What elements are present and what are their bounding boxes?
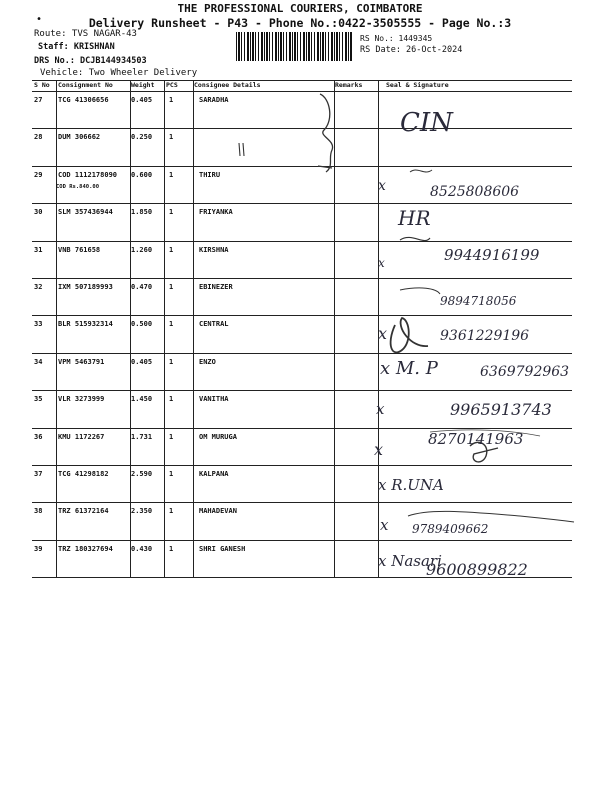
row-consignment: VNB 761658 <box>58 245 101 254</box>
row-consignee: SHRI GANESH <box>199 544 246 553</box>
handwritten-phone: 9600899822 <box>426 560 528 579</box>
row-pcs: 1 <box>169 395 174 404</box>
handwritten-signature: CIN <box>400 108 453 138</box>
row-consignee: MAHADEVAN <box>199 507 237 516</box>
row-consignment: VLR 3273999 <box>58 395 105 404</box>
row-consignee: THIRU <box>199 170 221 179</box>
row-pcs: 1 <box>169 245 174 254</box>
row-consignee: VANITHA <box>199 395 229 404</box>
row-pcs: 1 <box>169 208 174 217</box>
row-weight: 0.405 <box>131 96 153 104</box>
row-weight: 0.500 <box>131 320 153 329</box>
row-consignee: ENZO <box>199 357 216 366</box>
handwritten-phone: 9361229196 <box>440 328 530 344</box>
row-weight: 0.250 <box>131 133 153 142</box>
row-sno: 36 <box>34 432 43 441</box>
row-pcs: 1 <box>169 470 174 478</box>
row-pcs: 1 <box>169 170 174 179</box>
row-weight: 1.731 <box>131 432 153 441</box>
row-weight: 2.350 <box>131 507 153 516</box>
row-pcs: 1 <box>169 283 174 291</box>
handwritten-phone: 9965913743 <box>450 400 552 419</box>
row-consignee: EBINEZER <box>199 283 233 291</box>
row-consignee: SARADHA <box>199 96 229 104</box>
row-sno: 28 <box>34 133 43 142</box>
runsheet-subtitle: Delivery Runsheet - P43 - Phone No.:0422-3505555 - Page No.:3 <box>88 16 512 30</box>
handwritten-phone: 9944916199 <box>444 246 540 264</box>
rs-number: RS No.: 1449345 <box>360 34 433 43</box>
handwritten-phone: 9894718056 <box>440 294 517 308</box>
row-sno: 33 <box>34 320 43 329</box>
header-consignment: Consignment No <box>58 81 113 89</box>
row-consignment: BLR 515932314 <box>58 320 113 329</box>
handwritten-phone: 6369792963 <box>480 364 570 380</box>
row-sno: 34 <box>34 357 43 366</box>
handwritten-signature: x <box>378 256 385 270</box>
row-consignment: SLM 357436944 <box>58 208 113 217</box>
handwritten-signature: x <box>380 516 389 534</box>
row-sno: 32 <box>34 283 43 291</box>
row-weight: 0.600 <box>131 170 153 179</box>
row-consignee: KALPANA <box>199 470 229 478</box>
vehicle-label: Vehicle: Two Wheeler Delivery <box>40 68 198 78</box>
header-weight: Weight <box>131 81 155 89</box>
row-cod-amount: COD Rs.840.00 <box>56 183 100 190</box>
row-sno: 38 <box>34 507 43 516</box>
row-pcs: 1 <box>169 133 174 142</box>
row-consignee: CENTRAL <box>199 320 229 329</box>
drs-number: DRS No.: DCJB144934503 <box>34 56 147 66</box>
row-sno: 37 <box>34 470 43 478</box>
handwritten-signature: x <box>374 440 384 459</box>
handwritten-signature: HR <box>398 206 431 230</box>
row-weight: 2.590 <box>131 470 153 478</box>
handwritten-signature: x Nasari <box>378 552 442 570</box>
header-pcs: PCS <box>166 81 178 89</box>
row-weight: 1.850 <box>131 208 153 217</box>
handwritten-signature: x M. P <box>380 358 438 379</box>
row-weight: 1.450 <box>131 395 153 404</box>
row-consignment: KMU 1172267 <box>58 432 105 441</box>
row-consignee: FRIYANKA <box>199 208 233 217</box>
header-sno: S No <box>34 81 50 89</box>
row-weight: 0.430 <box>131 544 153 553</box>
row-consignment: VPM 5463791 <box>58 357 105 366</box>
row-consignment: TCG 41306656 <box>58 96 109 104</box>
row-consignee: OM MURUGA <box>199 432 237 441</box>
handwritten-phone: 8525808606 <box>430 184 520 200</box>
staff-label: Staff: KRISHNAN <box>38 42 115 52</box>
handwritten-phone: 8270141963 <box>428 430 524 448</box>
row-pcs: 1 <box>169 357 174 366</box>
row-consignee: KIRSHNA <box>199 245 229 254</box>
company-title: THE PROFESSIONAL COURIERS, COIMBATORE <box>177 2 423 15</box>
header-signature: Seal & Signature <box>386 81 449 89</box>
header-remarks: Remarks <box>335 81 363 89</box>
handwritten-signature: x <box>378 178 386 194</box>
row-consignment: COD 1112178090 <box>58 170 118 179</box>
handwritten-signature: x R.UNA <box>378 476 444 494</box>
row-consignment: DUM 306662 <box>58 133 101 142</box>
row-sno: 35 <box>34 395 43 404</box>
header-consignee: Consignee Details <box>194 81 261 89</box>
row-sno: 30 <box>34 208 43 217</box>
handwritten-signature: x <box>378 324 388 343</box>
row-pcs: 1 <box>169 544 174 553</box>
row-pcs: 1 <box>169 96 174 104</box>
corner-mark: • <box>36 14 43 25</box>
row-sno: 31 <box>34 245 43 254</box>
row-sno: 27 <box>34 96 43 104</box>
row-consignment: TCG 41298182 <box>58 470 109 478</box>
row-pcs: 1 <box>169 320 174 329</box>
handwritten-signature: x <box>376 400 385 418</box>
rs-date: RS Date: 26-Oct-2024 <box>360 45 463 55</box>
row-sno: 29 <box>34 170 43 179</box>
handwritten-phone: 9789409662 <box>412 522 489 536</box>
row-consignment: TRZ 61372164 <box>58 507 109 516</box>
row-pcs: 1 <box>169 432 174 441</box>
row-consignment: TRZ 180327694 <box>58 544 113 553</box>
row-consignment: IXM 507189993 <box>58 283 113 291</box>
row-weight: 1.260 <box>131 245 153 254</box>
row-sno: 39 <box>34 544 43 553</box>
row-weight: 0.470 <box>131 283 153 291</box>
row-weight: 0.405 <box>131 357 153 366</box>
row-pcs: 1 <box>169 507 174 516</box>
route-label: Route: TVS NAGAR-43 <box>34 29 137 39</box>
